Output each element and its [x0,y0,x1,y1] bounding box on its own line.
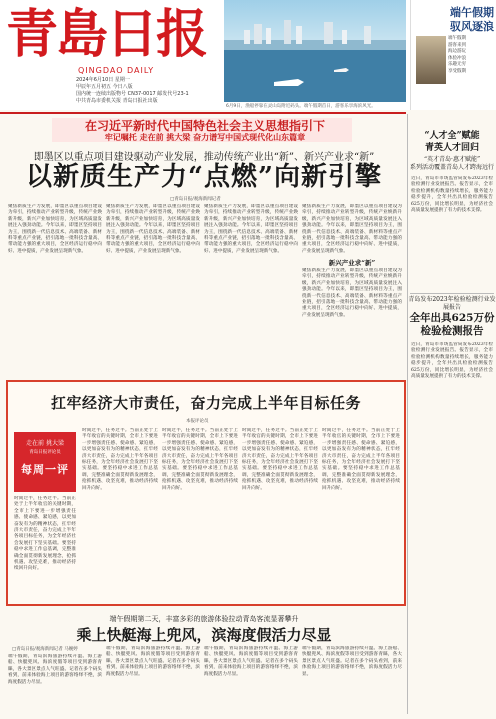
bottom-byline: □青岛日报/观海新闻记者 马婉婷 [12,647,78,652]
right-headline-1 [410,130,494,154]
ear-title [414,6,494,34]
editorial-column-3: 时间过半，任务过半。当前正处于上半年收官的关键时期，全市上下要进一步增强责任感、使命感、紧迫感，以更加奋发有为的精神状态，扛牢经济大市责任，奋力完成上半年各项目标任务，为全年经济社会发展打下坚实基础。要坚持稳中求进工作总基调，完整准确全面贯彻新发展理念，抢抓机遇、攻坚克难，推动经济持续回升向好。 [162,428,238,491]
ear-line: 端午假期 [448,36,466,41]
photo-scene [224,0,406,102]
lead-column-4b: 聚焦新质生产力发展，即墨区以重点项目建设为牵引，持续推动产业转型升级，传统产业焕新升级，新兴产业加快培育，为区域高质量发展注入强劲动能。今年以来，即墨区坚持项目为王，围绕新一代信息技术、高端装备、新材料等重点产业链，招引落地一批科技含量高、带动能力强的重大项目，全区经济运行稳中向好、进中提质，产业发展呈现新气象。 [302,268,402,318]
masthead-divider [0,112,406,114]
badge-line-3: 每周一评 [21,463,69,476]
slogan-line-1: 在习近平新时代中国特色社会主义思想指引下 [84,119,325,133]
ear-line: 乐趣无穷 [448,62,466,67]
masthead-meta [76,77,216,105]
lead-column-2: 聚焦新质生产力发展，即墨区以重点项目建设为牵引，持续推动产业转型升级，传统产业焕新升级，新兴产业加快培育，为区域高质量发展注入强劲动能。今年以来，即墨区坚持项目为王，围绕新一代信息技术、高端装备、新材料等重点产业链，招引落地一批科技含量高、带动能力强的重大项目，全区经济运行稳中向好、进中提质，产业发展呈现新气象。 [106,204,200,254]
bottom-column-1: 端午假期，青岛滨海旅游持续升温。海上游船、快艇兜风、海滨度假等项目受到游客青睐，各大景区景点人气旺盛。记者在多个码头看到，前来体验海上项目的游客络绎不绝，滨海度假活力尽显。 [8,654,102,685]
right-column-1: 近日，青岛市市场监管局发布2023年检验检测行业发展报告。报告显示，全市检验检测机构数量持续增长，服务能力稳步提升，全年共出具检验检测报告625万份，同比增长明显，为经济社会高质量发展提供了有力的技术支撑。 [411,176,493,214]
right-divider [410,293,494,294]
bottom-column-4: 端午假期，青岛滨海旅游持续升温。海上游船、快艇兜风、海滨度假等项目受到游客青睐，各大景区景点人气旺盛。记者在多个码头看到，前来体验海上项目的游客络绎不绝，滨海度假活力尽显。 [302,646,402,677]
ear-line: 游客来到 [448,42,466,48]
newspaper-logo: 青島日报 [6,4,207,65]
meta-line: 2024年6月10日 星期一 [76,77,130,83]
bottom-column-2: 端午假期，青岛滨海旅游持续升温。海上游船、快艇兜风、海滨度假等项目受到游客青睐，各大景区景点人气旺盛。记者在多个码头看到，前来体验海上项目的游客络绎不绝，滨海度假活力尽显。 [106,646,200,677]
editorial-column-2: 时间过半，任务过半。当前正处于上半年收官的关键时期，全市上下要进一步增强责任感、使命感、紧迫感，以更加奋发有为的精神状态，扛牢经济大市责任，奋力完成上半年各项目标任务，为全年经济社会发展打下坚实基础。要坚持稳中求进工作总基调，完整准确全面贯彻新发展理念，抢抓机遇、攻坚克难，推动经济持续回升向好。 [82,428,158,491]
ear-line: 体验冲浪 [448,55,466,61]
bottom-column-3: 端午假期，青岛滨海旅游持续升温。海上游船、快艇兜风、海滨度假等项目受到游客青睐，各大景区景点人气旺盛。记者在多个码头看到，前来体验海上项目的游客络绎不绝，滨海度假活力尽显。 [204,646,298,677]
front-photo-coast [224,0,406,102]
ear-photo-surfer [416,36,446,84]
editorial-headline: 扛牢经济大市责任，奋力完成上半年目标任务 [50,394,361,412]
right-sub-line: 系列活动覆盖青岛人才跨海远行 [410,164,495,171]
right-deck-2: 青岛发布2023年检验检测行业发展报告 [408,296,496,311]
editorial-byline: 本报评论员 [186,419,209,424]
lead-column-1: 聚焦新质生产力发展，即墨区以重点项目建设为牵引，持续推动产业转型升级，传统产业焕新升级，新兴产业加快培育，为区域高质量发展注入强劲动能。今年以来，即墨区坚持项目为王，围绕新一代信息技术、高端装备、新材料等重点产业链，招引落地一批科技含量高、带动能力强的重大项目，全区经济运行稳中向好、进中提质，产业发展呈现新气象。 [8,204,102,254]
meta-line: 中共青岛市委机关报 青岛日报社出版 [76,98,158,104]
lead-column-4a: 聚焦新质生产力发展，即墨区以重点项目建设为牵引，持续推动产业转型升级，传统产业焕新升级，新兴产业加快培育，为区域高质量发展注入强劲动能。今年以来，即墨区坚持项目为王，围绕新一代信息技术、高端装备、新材料等重点产业链，招引落地一批科技含量高、带动能力强的重大项目，全区经济运行稳中向好、进中提质，产业发展呈现新气象。 [302,204,402,254]
right-headline-line: “人才全”赋能 [424,131,480,141]
meta-line: 国内统一连续出版物号 CN37-0017 邮发代号23-1 [76,91,189,97]
editorial-column-5: 时间过半，任务过半。当前正处于上半年收官的关键时期，全市上下要进一步增强责任感、使命感、紧迫感，以更加奋发有为的精神状态，扛牢经济大市责任，奋力完成上半年各项目标任务，为全年经济社会发展打下坚实基础。要坚持稳中求进工作总基调，完整准确全面贯彻新发展理念，抢抓机遇、攻坚克难，推动经济持续回升向好。 [322,428,400,491]
right-subhead-1 [410,156,494,172]
editorial-column-badge [14,432,76,492]
bottom-headline: 乘上快艇海上兜风，滨海度假活力尽显 [76,626,332,644]
right-sub-line: “英才青岛·惠才赋能” [423,156,481,163]
ear-title-line: 驭风逐浪 [450,20,494,33]
right-big-line: 全年出具625万份 [409,312,495,324]
newspaper-logo-english: QINGDAO DAILY [78,66,155,75]
right-column-2: 近日，青岛市市场监管局发布2023年检验检测行业发展报告。报告显示，全市检验检测机构数量持续增长，服务能力稳步提升，全年共出具检验检测报告625万份，同比增长明显，为经济社会高质量发展提供了有力的技术支撑。 [411,342,493,380]
lead-headline: 以新质生产力“点燃”向新引擎 [26,162,382,192]
badge-line-2: 青岛日报评论员 [29,450,61,455]
ear-title-line: 端午假期 [450,6,494,19]
right-headline-line: 青英人才回归 [424,143,479,153]
lead-deck: 即墨区以重点项目建设驱动产业发展，推动传统产业出“新”、新兴产业求“新” [33,152,375,163]
column-rule [407,114,408,714]
right-headline-2 [408,312,496,338]
ear-line: 海边游玩 [448,49,466,54]
editorial-column-1: 时间过半，任务过半。当前正处于上半年收官的关键时期，全市上下要进一步增强责任感、使命感、紧迫感，以更加奋发有为的精神状态，扛牢经济大市责任，奋力完成上半年各项目标任务，为全年经济社会发展打下坚实基础。要坚持稳中求进工作总基调，完整准确全面贯彻新发展理念，抢抓机遇、攻坚克难，推动经济持续回升向好。 [14,496,76,572]
meta-line: 甲辰年五月初五 今日八版 [76,84,133,90]
badge-line-1: 走在前 挑大梁 [26,440,64,447]
photo-caption: 6月9日，渔船停靠在灵山岛附近码头。端午假期首日，游客乐享海滨风光。 [226,104,376,109]
right-big-line: 检验检测报告 [420,325,484,337]
lead-subhead: 新兴产业求“新” [328,259,376,267]
bottom-deck: 端午假期第二天，丰富多彩的旅游体验拉动青岛客流显著攀升 [109,615,299,623]
ear-caption [448,36,494,75]
slogan-line-2: 牢记嘱托 走在前 挑大梁 奋力谱写中国式现代化山东篇章 [104,132,306,142]
lead-column-3: 聚焦新质生产力发展，即墨区以重点项目建设为牵引，持续推动产业转型升级，传统产业焕新升级，新兴产业加快培育，为区域高质量发展注入强劲动能。今年以来，即墨区坚持项目为王，围绕新一代信息技术、高端装备、新材料等重点产业链，招引落地一批科技含量高、带动能力强的重大项目，全区经济运行稳中向好、进中提质，产业发展呈现新气象。 [204,204,298,254]
lead-byline: □青岛日报/观海新闻记者 [170,197,221,202]
editorial-column-4: 时间过半，任务过半。当前正处于上半年收官的关键时期，全市上下要进一步增强责任感、使命感、紧迫感，以更加奋发有为的精神状态，扛牢经济大市责任，奋力完成上半年各项目标任务，为全年经济社会发展打下坚实基础。要坚持稳中求进工作总基调，完整准确全面贯彻新发展理念，抢抓机遇、攻坚克难，推动经济持续回升向好。 [242,428,318,491]
ear-line: 享受假期 [448,68,466,74]
